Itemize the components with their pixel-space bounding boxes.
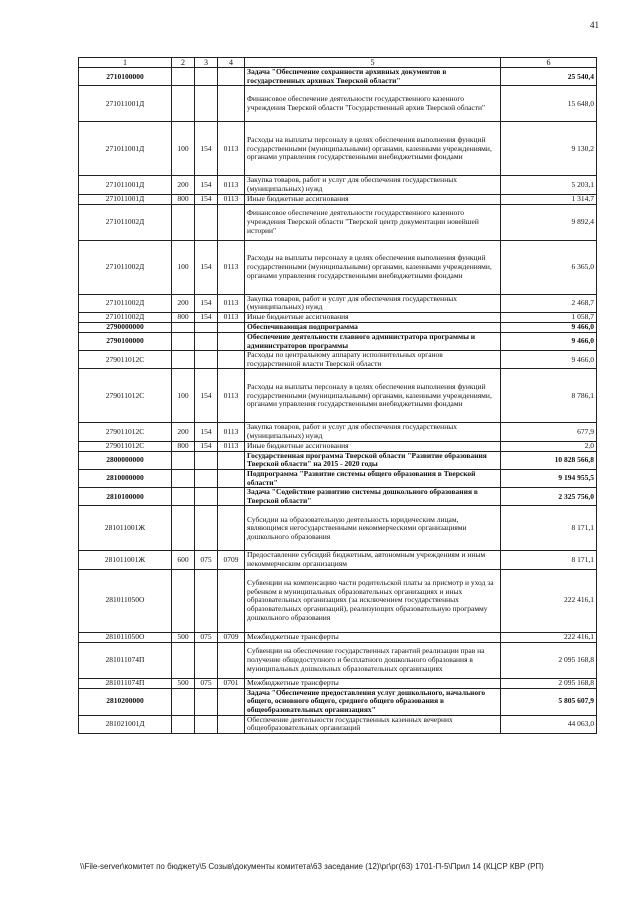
row-name: Субвенции на компенсацию части родительской платы за присмотр и уход за ребенком в муниципальных образовательных организациях и иных образовательных организациях (за исключением государственных образовательных организаций), реализующих образовательную программу дошкольного образования (245, 569, 501, 632)
row-col4 (218, 569, 245, 632)
row-col3 (195, 488, 218, 506)
row-code: 279011012С (79, 369, 172, 423)
table-row (79, 369, 597, 423)
row-code: 281011074П (79, 678, 172, 688)
row-code: 271011001Д (79, 194, 172, 204)
row-col4 (218, 204, 245, 240)
row-code: 271011002Д (79, 294, 172, 312)
row-code: 281011001Ж (79, 506, 172, 551)
row-col3: 154 (195, 294, 218, 312)
row-name: Расходы на выплаты персоналу в целях обеспечения выполнения функций государственными (муниципальными) органами, казенными учреждениями, органами управления государственными внебюджетными фондами (245, 240, 501, 294)
row-col2 (172, 688, 195, 715)
row-col3 (195, 569, 218, 632)
row-name: Межбюджетные трансферты (245, 678, 501, 688)
row-code: 281011074П (79, 642, 172, 678)
row-name: Межбюджетные трансферты (245, 632, 501, 642)
row-col3 (195, 332, 218, 350)
row-name: Иные бюджетные ассигнования (245, 194, 501, 204)
row-code: 271011002Д (79, 240, 172, 294)
row-code: 2810000000 (79, 469, 172, 487)
row-amount: 9 466,0 (501, 351, 597, 369)
row-amount: 2,0 (501, 441, 597, 451)
row-col4 (218, 688, 245, 715)
row-amount: 9 194 955,5 (501, 469, 597, 487)
page-number: 41 (590, 20, 599, 30)
row-col2 (172, 506, 195, 551)
row-amount: 1 314,7 (501, 194, 597, 204)
row-col3: 154 (195, 176, 218, 194)
row-name: Субсидии на образовательную деятельность юридическим лицам, являющимся негосударственными некоммерческими организациями дошкольного образования (245, 506, 501, 551)
row-amount: 2 468,7 (501, 294, 597, 312)
row-col3 (195, 506, 218, 551)
footer-file-path: \\File-server\комитет по бюджету\5 Созыв\документы комитета\63 заседание (12)\рг\рг(63) 1701-П-5\Прил 14 (КЦСР КВР (РП) (80, 862, 544, 871)
row-col4 (218, 68, 245, 86)
row-code: 271011002Д (79, 204, 172, 240)
row-col4 (218, 322, 245, 332)
row-name: Обеспечивающая подпрограмма (245, 322, 501, 332)
row-col2 (172, 469, 195, 487)
row-name: Финансовое обеспечение деятельности государственного казенного учреждения Тверской области "Государственный архив Тверской области" (245, 86, 501, 122)
table-header-row (79, 58, 597, 68)
row-amount: 9 466,0 (501, 332, 597, 350)
row-amount: 222 416,1 (501, 569, 597, 632)
row-col3: 075 (195, 551, 218, 569)
row-amount: 1 058,7 (501, 312, 597, 322)
table-row (79, 551, 597, 569)
table-row (79, 86, 597, 122)
header-col-4: 4 (218, 58, 245, 68)
row-code: 281011050О (79, 632, 172, 642)
table-row (79, 294, 597, 312)
row-code: 2800000000 (79, 451, 172, 469)
row-amount: 8 786,1 (501, 369, 597, 423)
row-name: Задача "Обеспечение сохранности архивных документов в государственных архивах Тверской области" (245, 68, 501, 86)
row-col4: 0113 (218, 122, 245, 176)
table-row (79, 122, 597, 176)
row-col3 (195, 688, 218, 715)
row-amount: 8 171,1 (501, 551, 597, 569)
table-row (79, 351, 597, 369)
row-name: Обеспечение деятельности главного администратора программы и администраторов программы (245, 332, 501, 350)
row-col3 (195, 351, 218, 369)
row-col2: 800 (172, 312, 195, 322)
table-row (79, 423, 597, 441)
row-code: 271011001Д (79, 176, 172, 194)
row-col2: 200 (172, 176, 195, 194)
row-name: Иные бюджетные ассигнования (245, 312, 501, 322)
row-col2: 800 (172, 441, 195, 451)
table-row (79, 469, 597, 487)
row-col4 (218, 506, 245, 551)
table-row (79, 632, 597, 642)
row-col4: 0113 (218, 423, 245, 441)
header-col-5: 5 (245, 58, 501, 68)
row-name: Расходы на выплаты персоналу в целях обеспечения выполнения функций государственными (муниципальными) органами, казенными учреждениями, органами управления государственными внебюджетными фондами (245, 122, 501, 176)
row-col2 (172, 715, 195, 733)
row-col4 (218, 642, 245, 678)
row-col4: 0113 (218, 369, 245, 423)
table-row (79, 204, 597, 240)
table-row (79, 68, 597, 86)
row-col3: 154 (195, 312, 218, 322)
row-col2 (172, 351, 195, 369)
row-code: 271011001Д (79, 86, 172, 122)
table-row (79, 488, 597, 506)
row-col4: 0113 (218, 194, 245, 204)
row-col3: 154 (195, 122, 218, 176)
row-name: Расходы по центральному аппарату исполнительных органов государственной власти Тверской области (245, 351, 501, 369)
row-code: 281021001Д (79, 715, 172, 733)
row-col3 (195, 715, 218, 733)
row-col2 (172, 642, 195, 678)
row-name: Обеспечение деятельности государственных казенных вечерних общеобразовательных организаций (245, 715, 501, 733)
row-col2 (172, 86, 195, 122)
table-body (79, 68, 597, 734)
table-row (79, 322, 597, 332)
row-name: Финансовое обеспечение деятельности государственного казенного учреждения Тверской области "Тверской центр документации новейшей истории" (245, 204, 501, 240)
row-col3 (195, 469, 218, 487)
row-col4: 0701 (218, 678, 245, 688)
header-col-2: 2 (172, 58, 195, 68)
row-col2: 500 (172, 632, 195, 642)
row-col3 (195, 451, 218, 469)
row-name: Иные бюджетные ассигнования (245, 441, 501, 451)
table-row (79, 506, 597, 551)
row-col2 (172, 68, 195, 86)
row-col4: 0113 (218, 294, 245, 312)
row-amount: 9 466,0 (501, 322, 597, 332)
row-amount: 9 130,2 (501, 122, 597, 176)
row-col2: 800 (172, 194, 195, 204)
row-name: Предоставление субсидий бюджетным, автономным учреждениям и иным некоммерческим организациям (245, 551, 501, 569)
row-col2: 200 (172, 294, 195, 312)
row-col2 (172, 488, 195, 506)
row-name: Подпрограмма "Развитие системы общего образования в Тверской области" (245, 469, 501, 487)
row-col3: 154 (195, 423, 218, 441)
row-col2: 100 (172, 369, 195, 423)
table-row (79, 441, 597, 451)
row-col4: 0709 (218, 632, 245, 642)
table-row (79, 642, 597, 678)
row-col2: 600 (172, 551, 195, 569)
row-col3: 154 (195, 441, 218, 451)
row-name: Государственная программа Тверской области "Развитие образования Тверской области" на 2015 - 2020 годы (245, 451, 501, 469)
row-amount: 6 365,0 (501, 240, 597, 294)
row-name: Субвенции на обеспечение государственных гарантий реализации прав на получение общедоступного и бесплатного дошкольного образования в муниципальных дошкольных образовательных организациях (245, 642, 501, 678)
row-amount: 2 095 168,8 (501, 678, 597, 688)
row-amount: 44 063,0 (501, 715, 597, 733)
row-col4: 0709 (218, 551, 245, 569)
row-code: 2790000000 (79, 322, 172, 332)
row-col2 (172, 332, 195, 350)
table-row (79, 312, 597, 322)
row-col3: 154 (195, 240, 218, 294)
row-col3 (195, 642, 218, 678)
row-col2: 500 (172, 678, 195, 688)
row-col4 (218, 332, 245, 350)
row-col2: 100 (172, 122, 195, 176)
row-name: Расходы на выплаты персоналу в целях обеспечения выполнения функций государственными (муниципальными) органами, казенными учреждениями, органами управления государственными внебюджетными фондами (245, 369, 501, 423)
table-row (79, 678, 597, 688)
row-amount: 2 095 168,8 (501, 642, 597, 678)
header-col-3: 3 (195, 58, 218, 68)
row-col4 (218, 451, 245, 469)
row-code: 279011012С (79, 351, 172, 369)
table-row (79, 451, 597, 469)
row-col4: 0113 (218, 240, 245, 294)
row-col2 (172, 451, 195, 469)
row-code: 2810200000 (79, 688, 172, 715)
row-amount: 10 828 566,8 (501, 451, 597, 469)
row-amount: 222 416,1 (501, 632, 597, 642)
row-code: 2790100000 (79, 332, 172, 350)
row-name: Задача "Обеспечение предоставления услуг дошкольного, начального общего, основного общего, среднего общего образования в общеобразовательных организациях" (245, 688, 501, 715)
row-col3: 154 (195, 369, 218, 423)
row-col4: 0113 (218, 312, 245, 322)
row-col4: 0113 (218, 441, 245, 451)
table-row (79, 715, 597, 733)
row-col4 (218, 86, 245, 122)
row-code: 279011012С (79, 423, 172, 441)
row-col2: 200 (172, 423, 195, 441)
header-col-6: 6 (501, 58, 597, 68)
row-code: 271011002Д (79, 312, 172, 322)
table-row (79, 176, 597, 194)
row-amount: 15 648,0 (501, 86, 597, 122)
row-code: 2810100000 (79, 488, 172, 506)
row-amount: 25 540,4 (501, 68, 597, 86)
row-col4 (218, 351, 245, 369)
row-name: Закупка товаров, работ и услуг для обеспечения государственных (муниципальных) нужд (245, 176, 501, 194)
row-name: Закупка товаров, работ и услуг для обеспечения государственных (муниципальных) нужд (245, 423, 501, 441)
row-col3: 075 (195, 678, 218, 688)
table-row (79, 194, 597, 204)
row-code: 271011001Д (79, 122, 172, 176)
row-code: 279011012С (79, 441, 172, 451)
row-col3 (195, 86, 218, 122)
row-amount: 5 805 607,9 (501, 688, 597, 715)
row-col3: 075 (195, 632, 218, 642)
row-col2 (172, 569, 195, 632)
row-col4: 0113 (218, 176, 245, 194)
row-col3: 154 (195, 194, 218, 204)
row-col2 (172, 204, 195, 240)
budget-table (78, 57, 597, 734)
row-amount: 8 171,1 (501, 506, 597, 551)
row-col2 (172, 322, 195, 332)
row-col3 (195, 68, 218, 86)
row-code: 2710100000 (79, 68, 172, 86)
row-amount: 677,9 (501, 423, 597, 441)
row-amount: 5 203,1 (501, 176, 597, 194)
row-amount: 9 892,4 (501, 204, 597, 240)
row-col3 (195, 322, 218, 332)
table-row (79, 569, 597, 632)
table-row (79, 240, 597, 294)
row-col4 (218, 488, 245, 506)
row-col4 (218, 469, 245, 487)
row-name: Закупка товаров, работ и услуг для обеспечения государственных (муниципальных) нужд (245, 294, 501, 312)
row-code: 281011001Ж (79, 551, 172, 569)
row-col2: 100 (172, 240, 195, 294)
row-col4 (218, 715, 245, 733)
table-row (79, 332, 597, 350)
row-col3 (195, 204, 218, 240)
row-name: Задача "Содействие развитию системы дошкольного образования в Тверской области" (245, 488, 501, 506)
row-code: 281011050О (79, 569, 172, 632)
table-row (79, 688, 597, 715)
header-col-1: 1 (79, 58, 172, 68)
row-amount: 2 325 756,0 (501, 488, 597, 506)
